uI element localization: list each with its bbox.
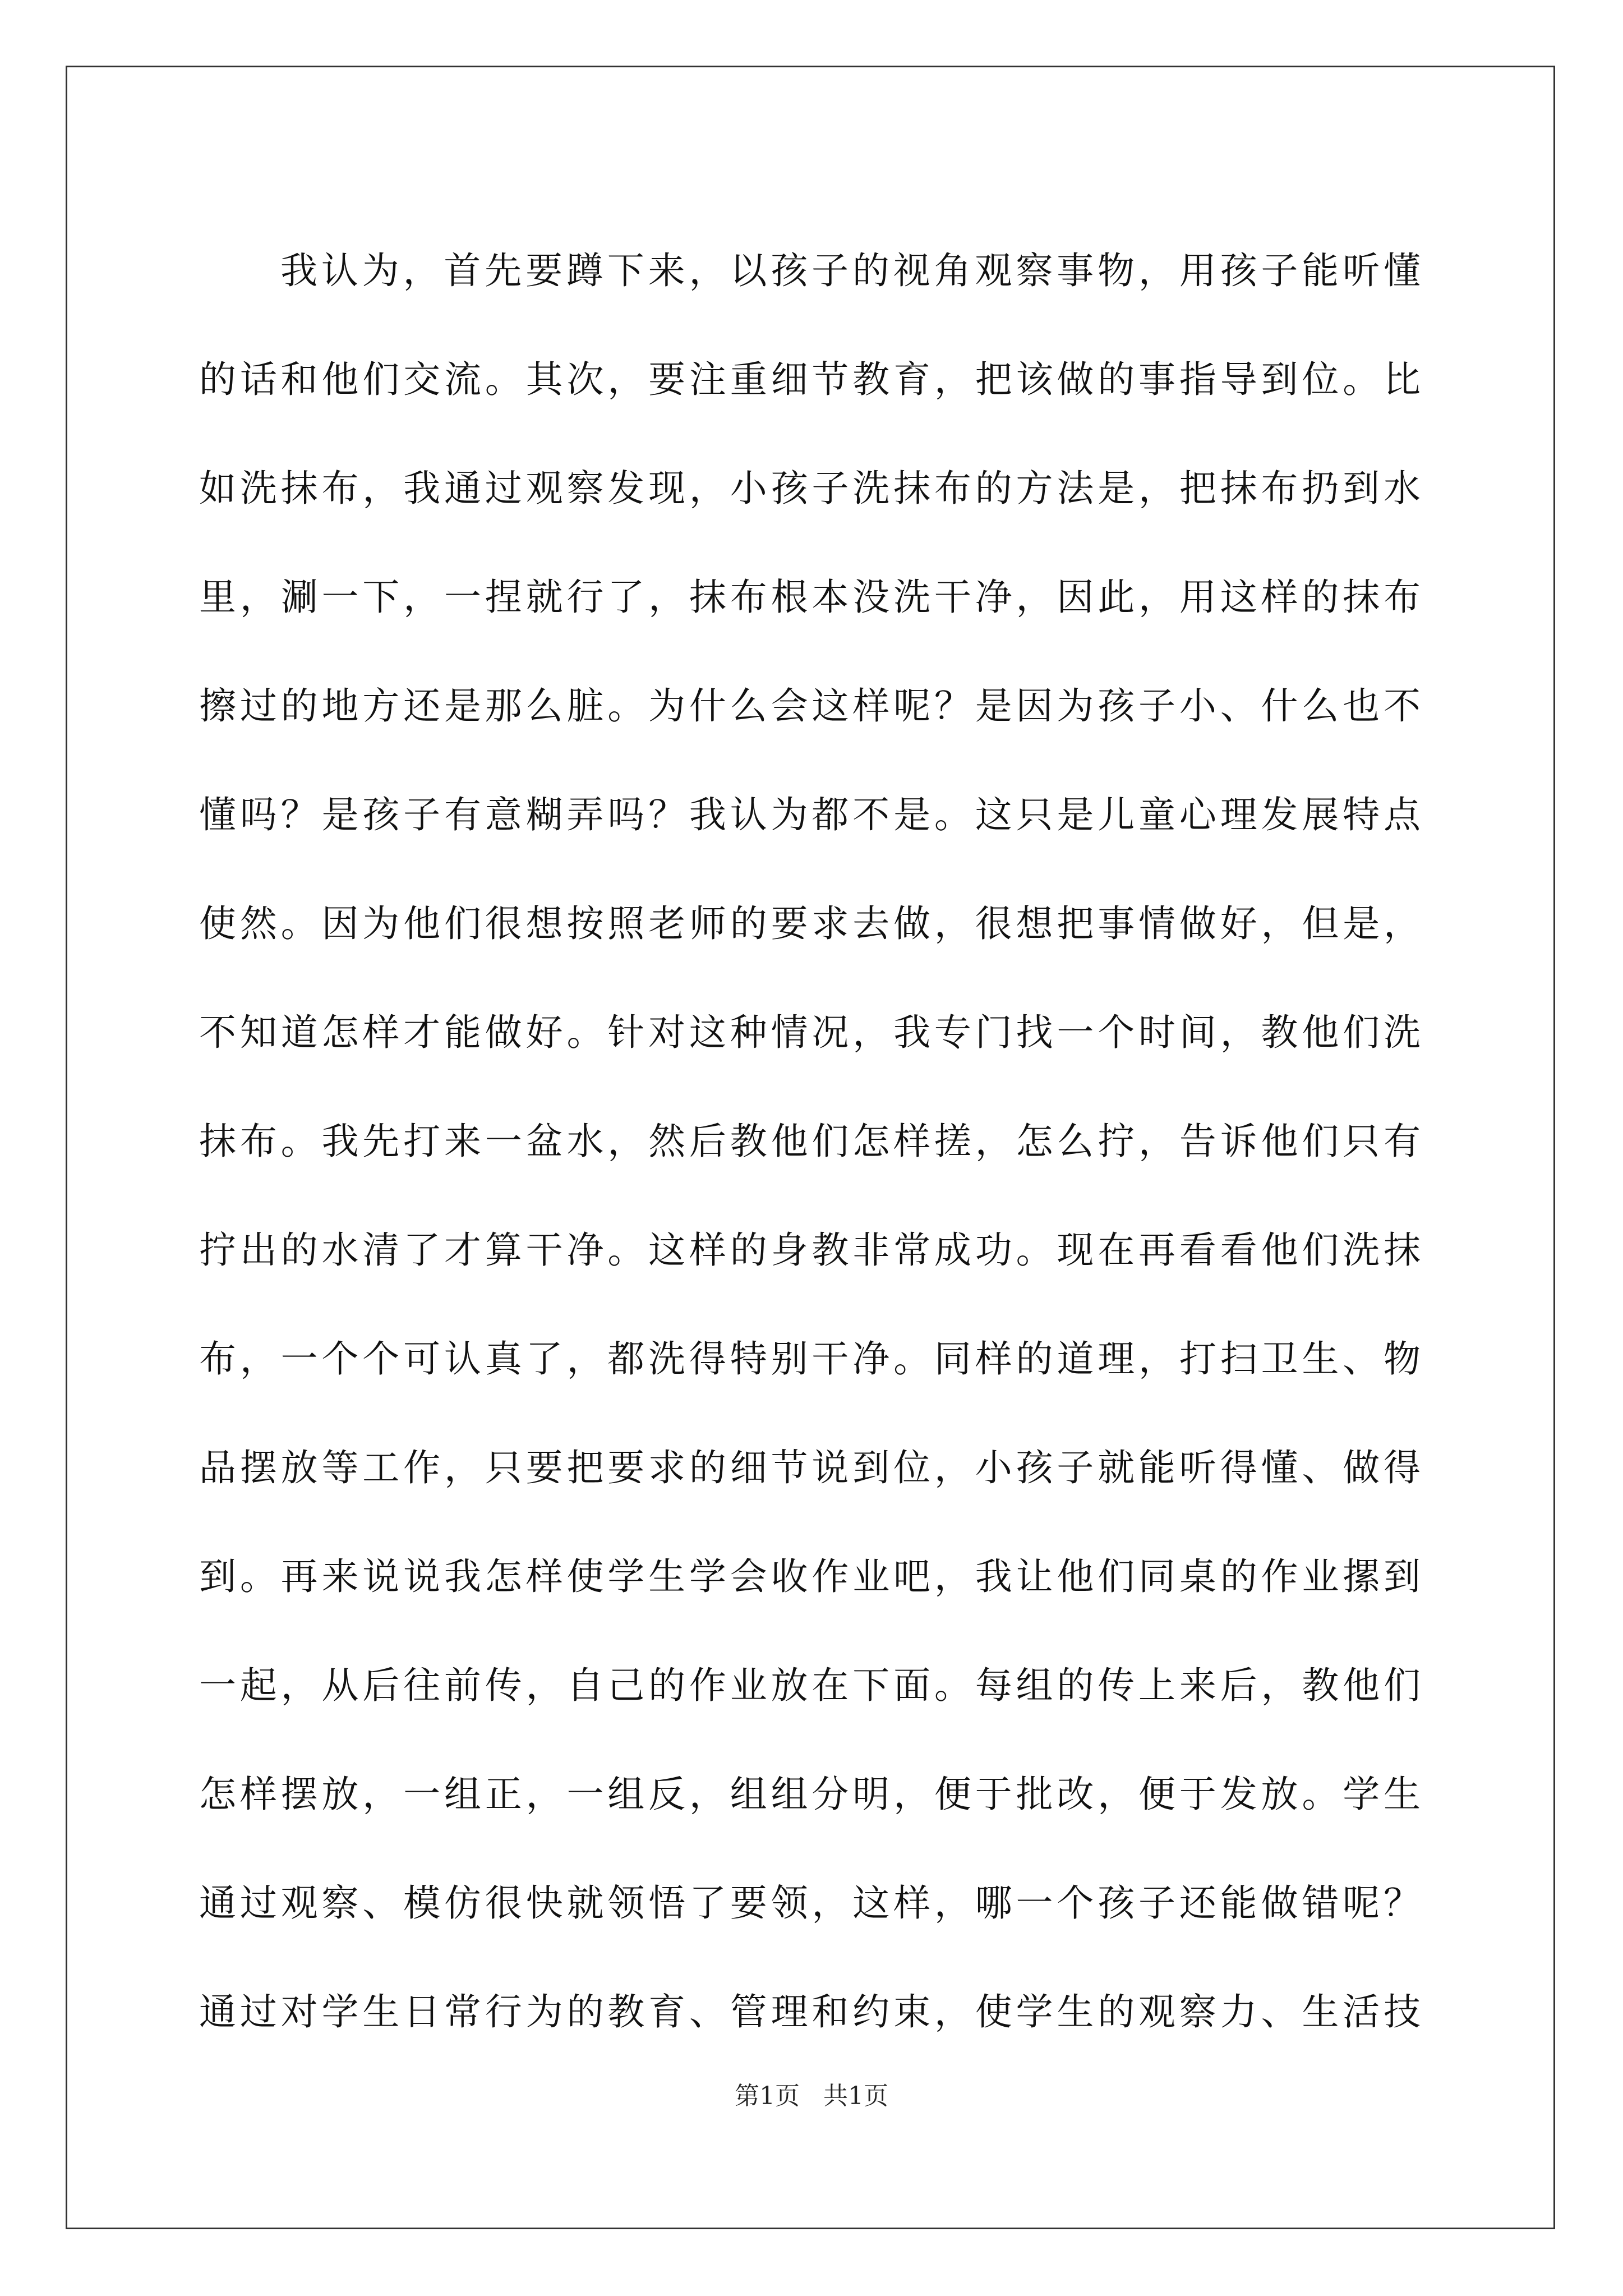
text-line: 使然。因为他们很想按照老师的要求去做，很想把事情做好，但是，	[199, 902, 1421, 945]
text-line: 品摆放等工作，只要把要求的细节说到位，小孩子就能听得懂、做得	[199, 1446, 1421, 1489]
text-line: 懂吗？是孩子有意糊弄吗？我认为都不是。这只是儿童心理发展特点	[199, 793, 1421, 836]
text-line: 如洗抹布，我通过观察发现，小孩子洗抹布的方法是，把抹布扔到水	[199, 467, 1421, 510]
text-line: 抹布。我先打来一盆水，然后教他们怎样搓，怎么拧，告诉他们只有	[199, 1120, 1421, 1163]
text-line: 拧出的水清了才算干净。这样的身教非常成功。现在再看看他们洗抹	[199, 1228, 1421, 1272]
text-line: 不知道怎样才能做好。针对这种情况，我专门找一个时间，教他们洗	[199, 1011, 1421, 1054]
text-line: 擦过的地方还是那么脏。为什么会这样呢？是因为孩子小、什么也不	[199, 684, 1421, 728]
text-line: 通过对学生日常行为的教育、管理和约束，使学生的观察力、生活技	[199, 1990, 1421, 2033]
text-line: 我认为，首先要蹲下来，以孩子的视角观察事物，用孩子能听懂	[280, 249, 1421, 292]
body-paragraph	[199, 217, 1421, 2067]
page-number-footer: 第1页 共1页	[735, 2082, 888, 2110]
text-line: 怎样摆放，一组正，一组反，组组分明，便于批改，便于发放。学生	[199, 1773, 1421, 1816]
text-line: 一起，从后往前传，自己的作业放在下面。每组的传上来后，教他们	[199, 1664, 1421, 1707]
text-line: 的话和他们交流。其次，要注重细节教育，把该做的事指导到位。比	[199, 358, 1421, 401]
text-line: 到。再来说说我怎样使学生学会收作业吧，我让他们同桌的作业摞到	[199, 1555, 1421, 1598]
text-line: 里，涮一下，一捏就行了，抹布根本没洗干净，因此，用这样的抹布	[199, 576, 1421, 619]
text-line: 通过观察、模仿很快就领悟了要领，这样，哪一个孩子还能做错呢？	[199, 1881, 1421, 1925]
text-line: 布，一个个可认真了，都洗得特别干净。同样的道理，打扫卫生、物	[199, 1337, 1421, 1381]
